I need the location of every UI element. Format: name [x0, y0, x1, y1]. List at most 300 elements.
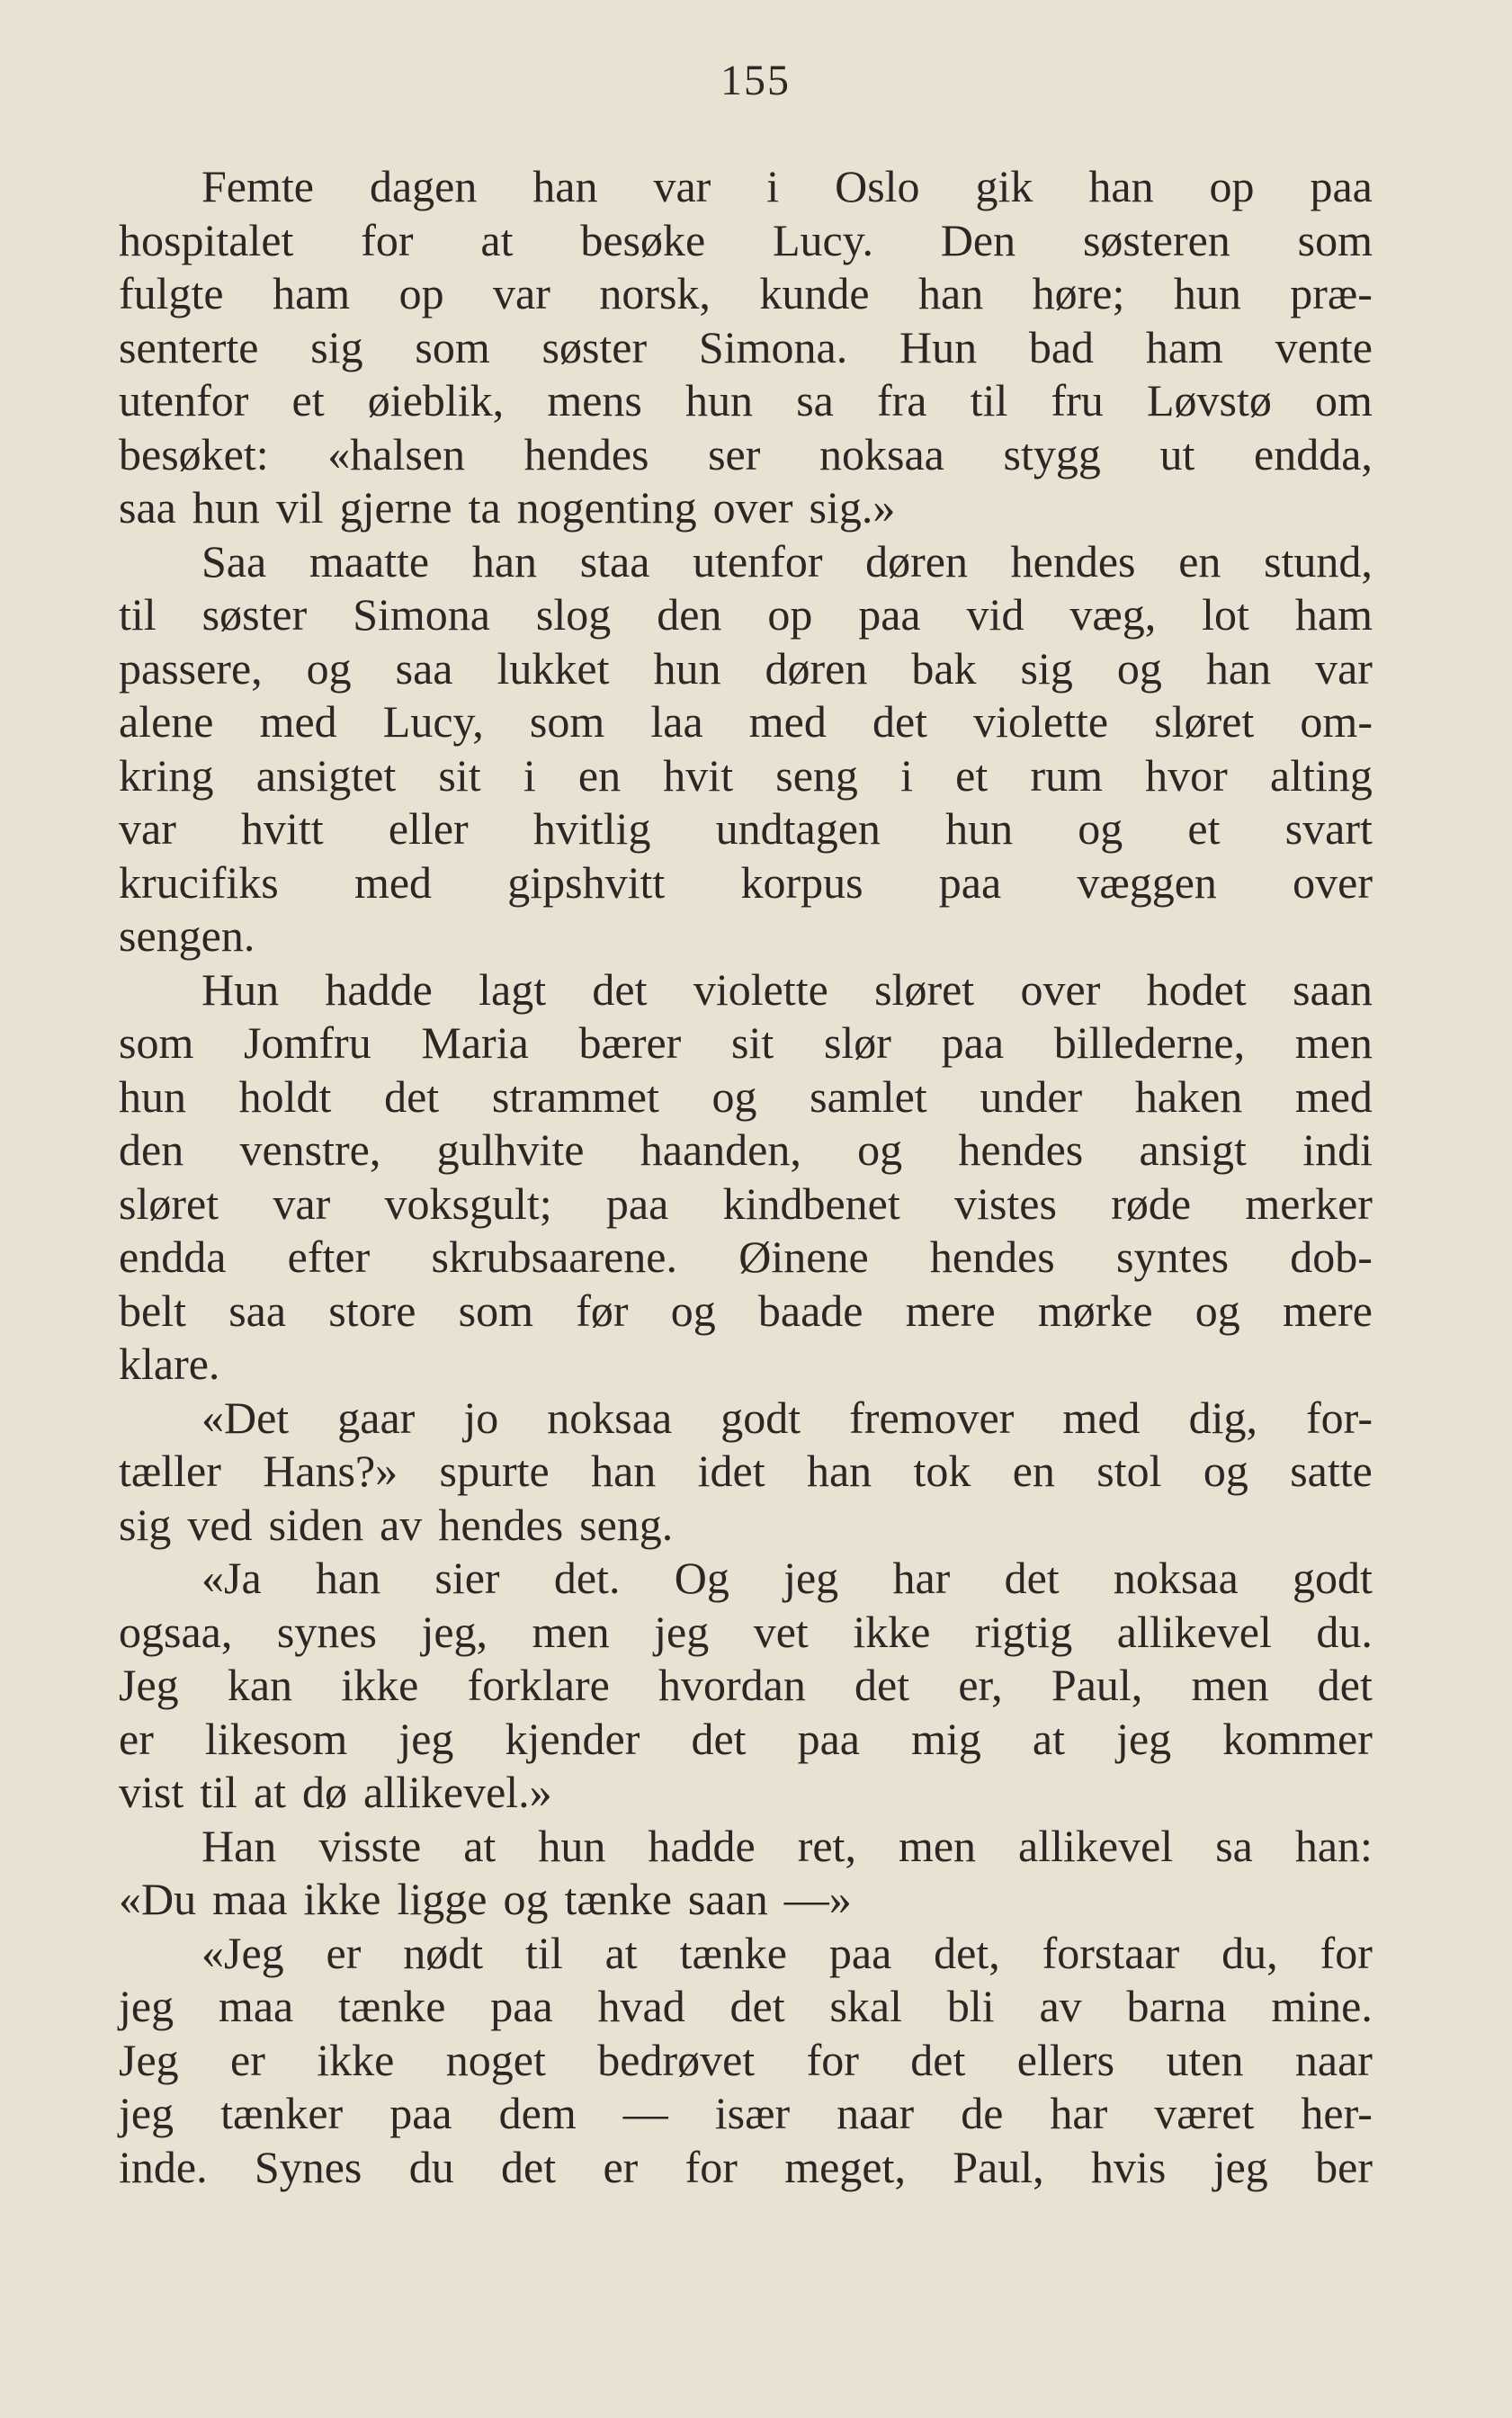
word: til [970, 375, 1008, 425]
word: et [955, 749, 989, 801]
word: hun [192, 482, 260, 533]
word: mere [905, 1285, 996, 1336]
word: maa [218, 1981, 294, 2031]
word: paa [938, 856, 1002, 908]
word: hvad [597, 1981, 685, 2031]
word: sig [119, 1499, 172, 1550]
word: endda [119, 1231, 227, 1282]
word: «halsen [327, 428, 465, 479]
text-line [119, 909, 1373, 963]
word: sengen. [119, 910, 255, 961]
word: ret, [797, 1820, 856, 1871]
word: ham [273, 268, 351, 318]
text-line [119, 1445, 1373, 1499]
word: utenfor [693, 535, 823, 587]
word: for [684, 2141, 738, 2192]
word: her- [1301, 2088, 1373, 2138]
word: hvitlig [532, 803, 651, 854]
word: lukket [497, 642, 610, 694]
word: vist [119, 1767, 184, 1817]
word: maatte [309, 535, 430, 587]
word: sløret [119, 1178, 219, 1229]
word: gulhvite [436, 1124, 585, 1175]
word: mine. [1271, 1981, 1373, 2031]
word: som [119, 1017, 194, 1068]
word: en [577, 749, 622, 801]
word: seng [775, 749, 858, 801]
word: alene [119, 696, 214, 747]
word: er, [958, 1660, 1003, 1710]
word: hun [945, 803, 1014, 854]
word: op [1209, 161, 1255, 211]
word: saa [228, 1285, 287, 1336]
text-line [119, 1231, 1373, 1285]
word: med [259, 696, 337, 747]
word: sløret [874, 963, 975, 1015]
word: var [493, 268, 550, 318]
word: store [328, 1285, 416, 1336]
word: —» [783, 1874, 852, 1924]
word: synes [276, 1606, 377, 1657]
word: jeg [1116, 1713, 1172, 1764]
word: bli [946, 1981, 995, 2031]
text-line [119, 1927, 1373, 1981]
word: visste [318, 1820, 422, 1871]
word: ser [708, 428, 761, 479]
word: det, [934, 1927, 1000, 1978]
word: du, [1221, 1927, 1278, 1978]
word: holdt [238, 1070, 332, 1122]
word: den [119, 1124, 184, 1175]
word: det [1004, 1553, 1060, 1603]
word: det [729, 1981, 785, 2031]
word: meget, [784, 2141, 906, 2192]
word: eller [388, 803, 469, 854]
word: tænke [564, 1874, 672, 1924]
word: paa [941, 1017, 1005, 1068]
text-line [119, 160, 1373, 214]
word: det [384, 1070, 440, 1122]
word: slog [535, 589, 612, 640]
word: Løvstø [1146, 375, 1272, 425]
word: en [1012, 1446, 1055, 1496]
word: hendes [523, 428, 649, 479]
word: men [1294, 1017, 1373, 1068]
word: især [714, 2088, 791, 2138]
word: mørke [1037, 1285, 1153, 1336]
word: besøke [580, 214, 706, 265]
word: han: [1294, 1820, 1373, 1871]
word: han [1205, 642, 1272, 694]
word: det [1317, 1660, 1373, 1710]
word: maa [212, 1874, 288, 1924]
text-line [119, 1606, 1373, 1660]
word: ikke [303, 1874, 381, 1924]
word: det [592, 963, 648, 1015]
word: ham [1145, 321, 1223, 372]
word: under [980, 1070, 1083, 1122]
word: kommer [1222, 1713, 1373, 1764]
word: og [1078, 803, 1123, 854]
word: over [712, 482, 793, 533]
word: «Du [119, 1874, 197, 1924]
word: undtagen [715, 803, 881, 854]
word: tænke [679, 1927, 787, 1978]
word: hendes [438, 1499, 564, 1550]
word: naar [1294, 2034, 1373, 2085]
word: noksaa [547, 1392, 673, 1443]
word: skal [829, 1981, 903, 2031]
word: haken [1134, 1070, 1243, 1122]
word: øieblik, [367, 375, 505, 425]
word: «Det [201, 1392, 290, 1443]
word: ham [1294, 589, 1373, 640]
word: norsk, [599, 268, 711, 318]
word: besøket: [119, 428, 269, 479]
word: Han [201, 1820, 277, 1871]
word: saa [119, 482, 176, 533]
word: og [1116, 642, 1162, 694]
word: Saa [201, 535, 267, 587]
word: violette [973, 696, 1109, 747]
word: og [1203, 1446, 1248, 1496]
word: haanden, [640, 1124, 801, 1175]
word: bærer [578, 1017, 682, 1068]
word: men [532, 1606, 610, 1657]
word: som [1297, 214, 1373, 265]
word: laa [650, 696, 703, 747]
word: av [1039, 1981, 1082, 2031]
word: hun [119, 1070, 186, 1122]
word: og [711, 1070, 757, 1122]
word: av [380, 1499, 423, 1550]
word: ut [1159, 428, 1195, 479]
text-line [119, 267, 1373, 321]
word: vid [966, 589, 1024, 640]
word: naar [837, 2088, 915, 2138]
word: og [857, 1124, 903, 1175]
word: skrubsaarene. [431, 1231, 677, 1282]
text-line [119, 2087, 1373, 2141]
word: kring [119, 749, 214, 801]
word: hendes [929, 1231, 1055, 1282]
word: Jomfru [244, 1017, 371, 1068]
word: at [253, 1767, 287, 1817]
word: fremover [849, 1392, 1015, 1443]
word: efter [287, 1231, 371, 1282]
word: paa [828, 1927, 892, 1978]
word: Femte [201, 161, 314, 211]
page-number: 155 [720, 57, 791, 104]
text-line [119, 428, 1373, 482]
word: bak [911, 642, 977, 694]
word: Synes [254, 2141, 362, 2192]
word: kunde [759, 268, 870, 318]
word: var [653, 161, 711, 211]
word: i [523, 749, 536, 801]
word: noget [445, 2034, 546, 2085]
word: paa [605, 1178, 669, 1229]
word: sa [796, 375, 834, 425]
word: døren [765, 642, 868, 694]
word: at [463, 1820, 497, 1871]
word: hvordan [658, 1660, 806, 1710]
word: dig, [1188, 1392, 1257, 1443]
word: forstaar [1042, 1927, 1180, 1978]
word: vente [1275, 321, 1373, 372]
word: jeg [783, 1553, 839, 1603]
word: saan [687, 1874, 768, 1924]
word: har [892, 1553, 951, 1603]
word: seng. [579, 1499, 674, 1550]
word: det [501, 2141, 557, 2192]
text-line [119, 1124, 1373, 1178]
word: slør [823, 1017, 891, 1068]
text-line [119, 1285, 1373, 1339]
word: ikke [341, 1660, 419, 1710]
word: stygg [1003, 428, 1101, 479]
word: lot [1202, 589, 1249, 640]
word: hvor [1145, 749, 1228, 801]
text-line [119, 1392, 1373, 1446]
word: at [1032, 1713, 1066, 1764]
word: rum [1030, 749, 1103, 801]
text-line [119, 1766, 1373, 1820]
word: men [898, 1820, 977, 1871]
word: spurte [439, 1446, 550, 1496]
word: hendes [1010, 535, 1136, 587]
word: han [918, 268, 984, 318]
word: svart [1284, 803, 1373, 854]
word: barna [1126, 1981, 1227, 2031]
word: høre; [1032, 268, 1125, 318]
word: tæller [119, 1446, 221, 1496]
text-line [119, 1659, 1373, 1713]
word: og [306, 642, 352, 694]
text-line [119, 1980, 1373, 2034]
word: hvis [1091, 2141, 1167, 2192]
word: et [291, 375, 325, 425]
word: paa [858, 589, 921, 640]
word: Hun [899, 321, 978, 372]
word: til [200, 1767, 237, 1817]
word: noksaa [1113, 1553, 1239, 1603]
word: endda, [1254, 428, 1373, 479]
word: over [1293, 856, 1373, 908]
word: billederne, [1053, 1017, 1246, 1068]
word: han [471, 535, 538, 587]
word: til [119, 589, 157, 640]
word: Paul, [953, 2141, 1044, 2192]
word: likesom [204, 1713, 348, 1764]
text-line [119, 1552, 1373, 1606]
word: er [603, 2141, 639, 2192]
word: sig.» [809, 482, 896, 533]
word: vet [753, 1606, 809, 1657]
word: i [766, 161, 780, 211]
word: Oslo [835, 161, 920, 211]
text-line [119, 1499, 1373, 1553]
word: saa [395, 642, 453, 694]
word: fru [1051, 375, 1104, 425]
word: hun [1173, 268, 1241, 318]
word: paa [389, 2088, 452, 2138]
word: han [532, 161, 598, 211]
word: og [670, 1285, 716, 1336]
word: ta [468, 482, 501, 533]
word: hospitalet [119, 214, 294, 265]
word: Øinene [738, 1231, 869, 1282]
word: var [119, 803, 176, 854]
text-line [119, 2141, 1373, 2195]
word: var [1315, 642, 1373, 694]
word: mens [547, 375, 642, 425]
word: hun [653, 642, 721, 694]
word: hadde [648, 1820, 756, 1871]
word: før [576, 1285, 629, 1336]
text-line [119, 1016, 1373, 1070]
word: stund, [1264, 535, 1373, 587]
word: ligge [397, 1874, 488, 1924]
word: siden [268, 1499, 364, 1550]
word: jeg [119, 2088, 174, 2138]
word: belt [119, 1285, 186, 1336]
word: nogenting [516, 482, 697, 533]
text-line [119, 1070, 1373, 1124]
text-line [119, 749, 1373, 803]
word: fra [877, 375, 927, 425]
word: han [591, 1446, 657, 1496]
word: Lucy. [772, 214, 873, 265]
word: præ- [1290, 268, 1373, 318]
word: krucifiks [119, 856, 279, 908]
word: som [529, 696, 605, 747]
word: en [1178, 535, 1221, 587]
word: kindbenet [722, 1178, 900, 1229]
word: han [806, 1446, 872, 1496]
text-line [119, 1820, 1373, 1874]
word: du [408, 2141, 454, 2192]
word: jo [463, 1392, 499, 1443]
word: gjerne [339, 482, 452, 533]
word: at [604, 1927, 638, 1978]
text-line [119, 695, 1373, 749]
word: violette [693, 963, 828, 1015]
word: indi [1302, 1124, 1373, 1175]
word: søster [541, 321, 648, 372]
word: ogsaa, [119, 1606, 233, 1657]
word: korpus [740, 856, 863, 908]
word: «Jeg [201, 1927, 284, 1978]
word: paa [490, 1981, 553, 2031]
word: godt [720, 1392, 801, 1443]
word: ansigt [1139, 1124, 1247, 1175]
word: ber [1315, 2141, 1373, 2192]
word: saan [1293, 963, 1373, 1015]
word: «Ja [201, 1553, 262, 1603]
word: sier [434, 1553, 500, 1603]
word: for- [1306, 1392, 1373, 1443]
word: de [961, 2088, 1004, 2138]
word: tænker [220, 2088, 344, 2138]
word: passere, [119, 642, 263, 694]
word: med [353, 856, 433, 908]
word: hendes [958, 1124, 1084, 1175]
word: mere [1282, 1285, 1373, 1336]
word: i [900, 749, 913, 801]
text-line [119, 963, 1373, 1017]
word: han [1088, 161, 1154, 211]
word: det [910, 2034, 966, 2085]
word: gik [975, 161, 1033, 211]
word: har [1050, 2088, 1108, 2138]
word: til [525, 1927, 563, 1978]
word: Simona [353, 589, 490, 640]
word: ikke [317, 2034, 395, 2085]
text-line [119, 481, 1373, 535]
word: Maria [421, 1017, 529, 1068]
word: klare. [119, 1339, 220, 1389]
word: kjender [505, 1713, 640, 1764]
word: hodet [1146, 963, 1247, 1015]
word: voksgult; [384, 1178, 552, 1229]
word: merker [1245, 1178, 1373, 1229]
word: med [748, 696, 827, 747]
word: tænke [338, 1981, 446, 2031]
word: det [691, 1713, 747, 1764]
word: venstre, [239, 1124, 381, 1175]
word: stol [1096, 1446, 1162, 1496]
word: — [622, 2088, 668, 2138]
word: op [398, 268, 444, 318]
word: kan [227, 1660, 293, 1710]
word: samlet [810, 1070, 927, 1122]
text-line [119, 802, 1373, 856]
word: baade [757, 1285, 863, 1336]
word: ved [187, 1499, 253, 1550]
word: som [415, 321, 490, 372]
body-text [119, 160, 1373, 2194]
word: Hun [201, 963, 280, 1015]
word: at [480, 214, 514, 265]
word: gaar [337, 1392, 416, 1443]
word: paa [1310, 161, 1373, 211]
word: alting [1269, 749, 1373, 801]
word: været [1154, 2088, 1255, 2138]
word: dem [498, 2088, 577, 2138]
word: op [767, 589, 813, 640]
word: væg, [1069, 589, 1157, 640]
word: og [503, 1874, 549, 1924]
word: jeg, [421, 1606, 488, 1657]
word: det [872, 696, 928, 747]
word: et [1187, 803, 1221, 854]
word: Lucy, [382, 696, 484, 747]
word: hvit [663, 749, 734, 801]
word: du. [1316, 1606, 1373, 1657]
word: var [273, 1178, 331, 1229]
text-line [119, 1338, 1373, 1392]
word: strammet [491, 1070, 659, 1122]
word: er [230, 2034, 265, 2085]
word: bad [1028, 321, 1095, 372]
word: vil [275, 482, 324, 533]
word: allikevel [1116, 1606, 1272, 1657]
word: Simona. [698, 321, 848, 372]
text-line [119, 535, 1373, 589]
word: døren [865, 535, 968, 587]
word: det. [553, 1553, 621, 1603]
